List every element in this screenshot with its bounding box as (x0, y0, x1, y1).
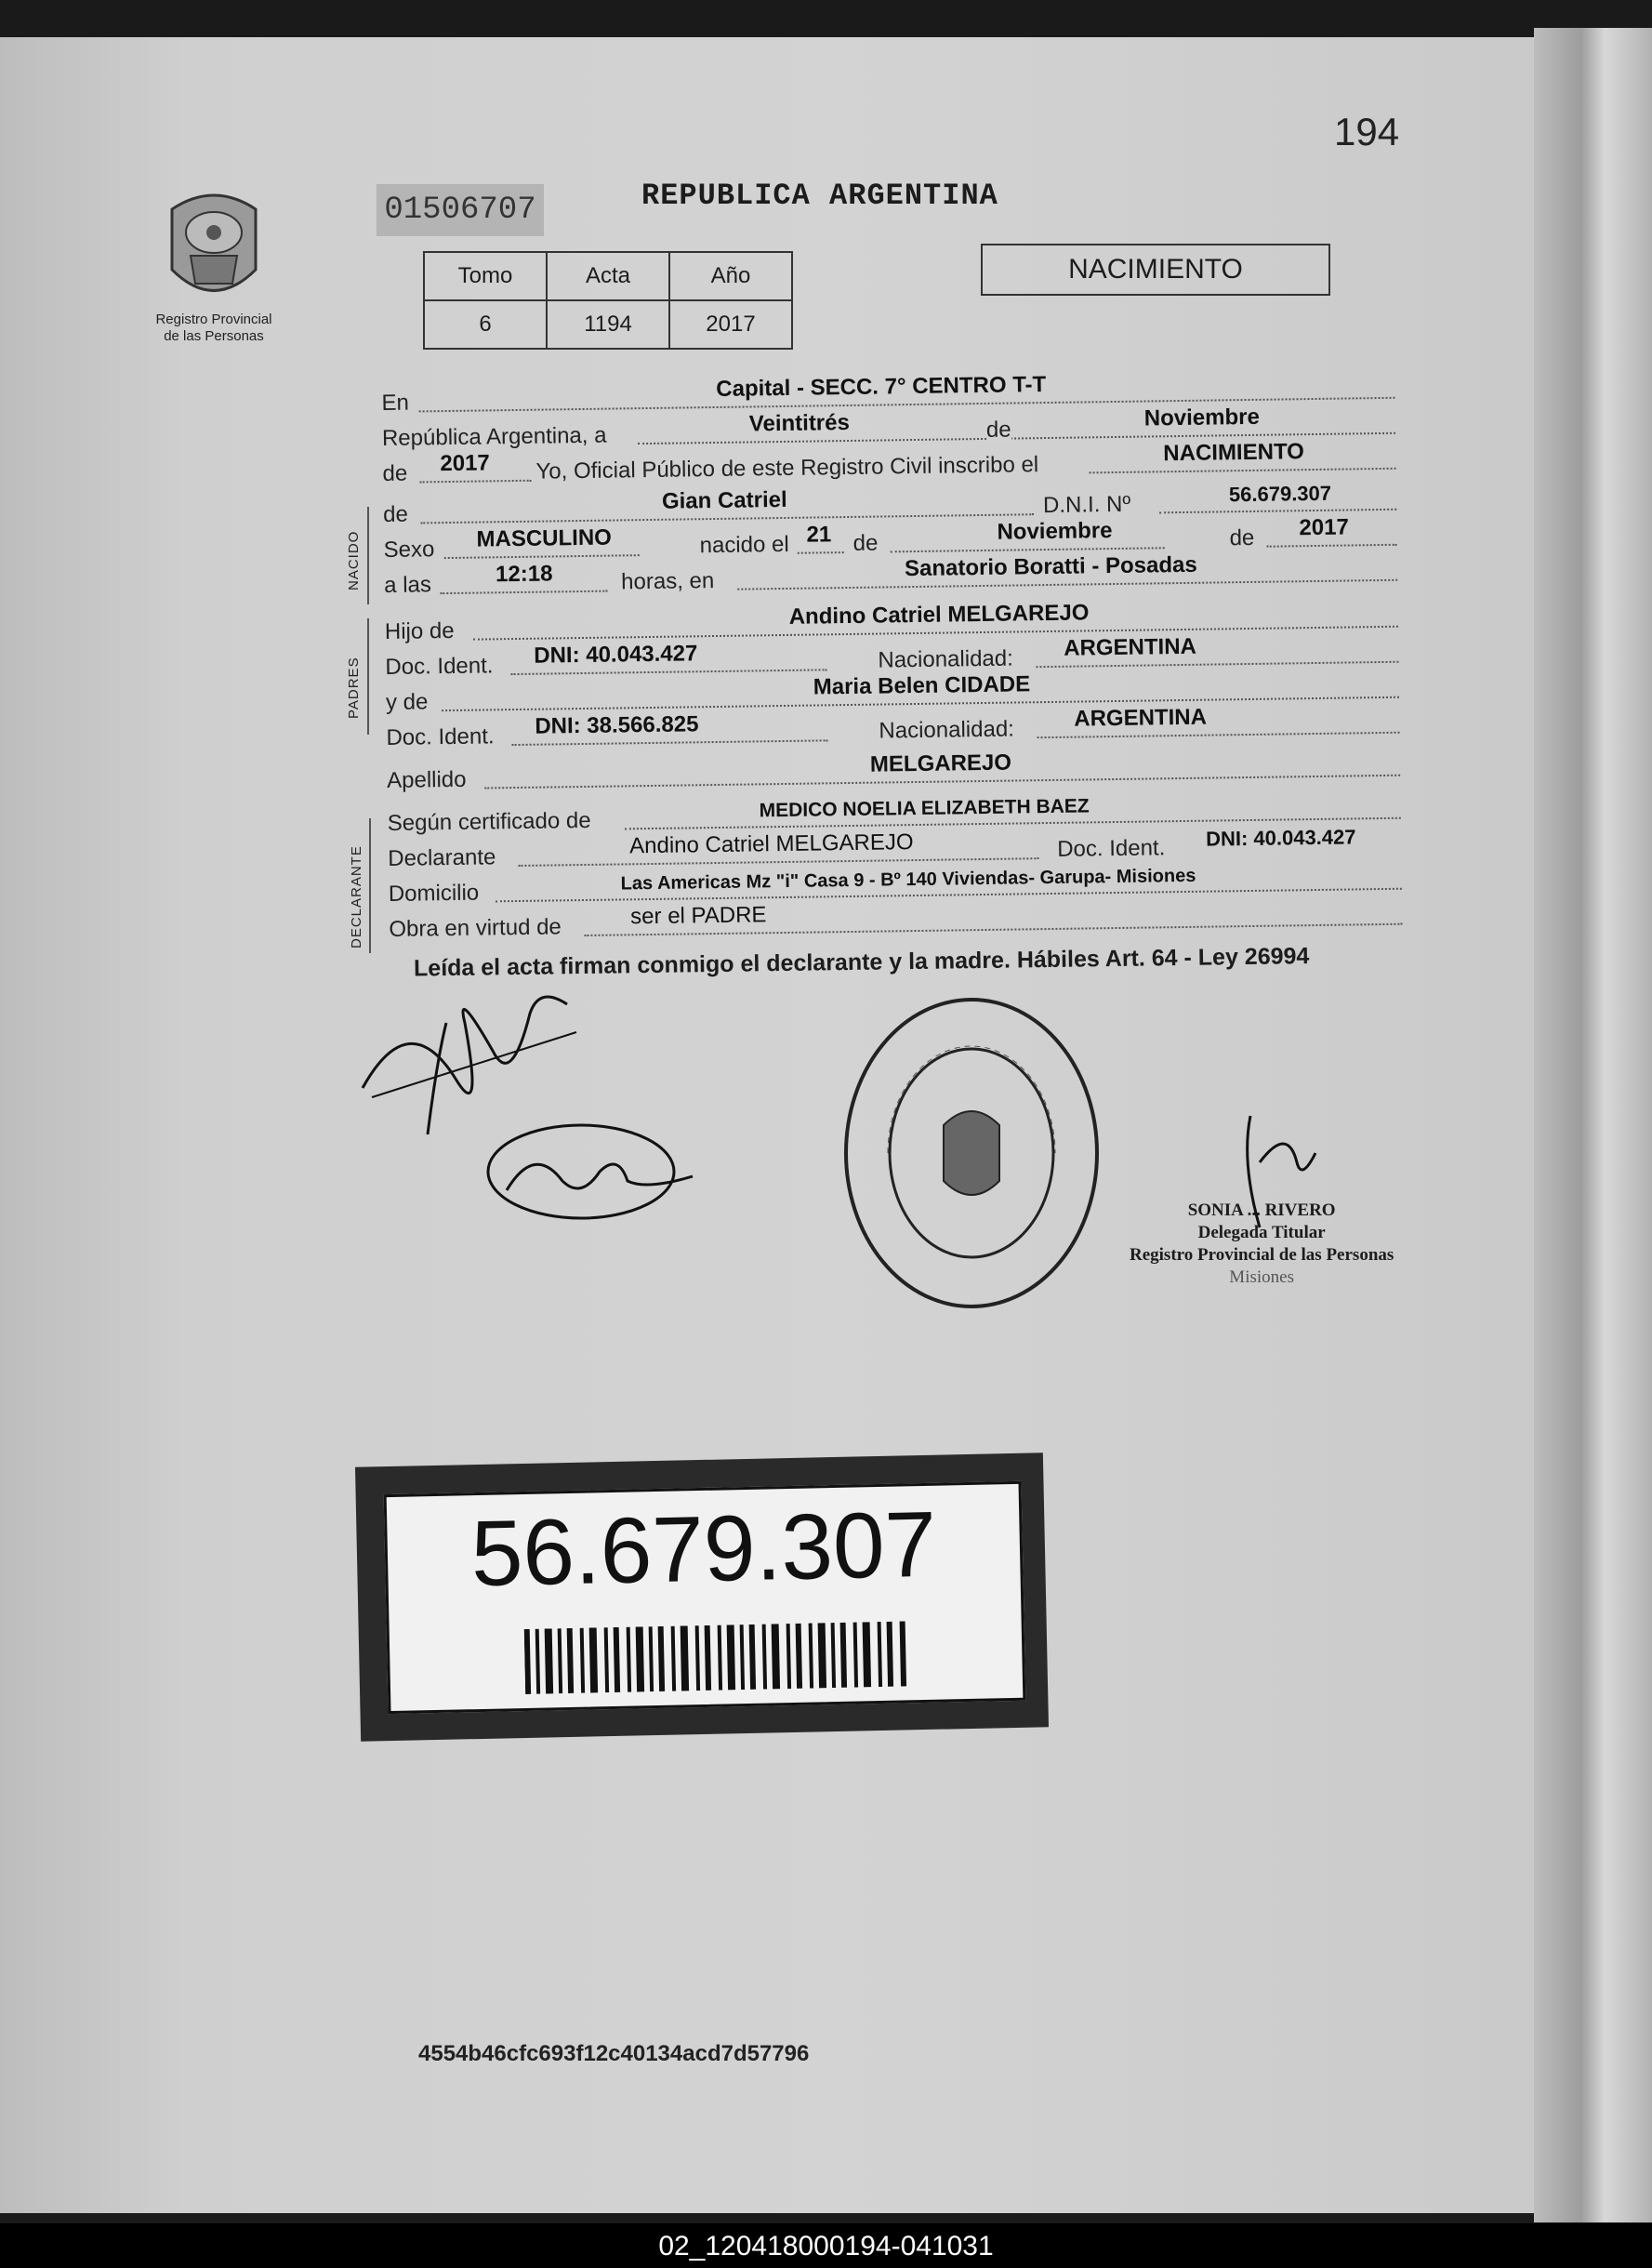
father-doc-label: Doc. Ident. (385, 653, 494, 680)
declarante-label: Declarante (388, 844, 496, 871)
birth-month: Noviembre (997, 518, 1113, 545)
mother-doc: DNI: 38.566.825 (535, 711, 699, 739)
sexo-label: Sexo (383, 537, 435, 563)
value-anio: 2017 (669, 300, 792, 349)
father-name: Andino Catriel MELGAREJO (788, 600, 1090, 630)
section-nacido: NACIDO (346, 530, 362, 590)
declarante-divider (369, 818, 371, 953)
act-type: NACIMIENTO (1163, 439, 1305, 467)
father-doc: DNI: 40.043.427 (534, 641, 698, 669)
barcode-bars (524, 1621, 916, 1694)
nacido-divider (367, 507, 369, 604)
alas-label: a las (384, 572, 432, 598)
section-padres: PADRES (346, 657, 362, 719)
day-words: Veintitrés (748, 409, 851, 437)
apellido-label: Apellido (386, 766, 467, 793)
value-tomo: 6 (424, 300, 547, 349)
official-signature-block (1130, 1200, 1394, 1289)
page-number: 194 (1334, 110, 1400, 153)
child-name: Gian Catriel (661, 486, 787, 514)
registry-logo (139, 181, 288, 358)
mother-nationality-label: Nacionalidad: (879, 716, 1015, 744)
surname: MELGAREJO (869, 749, 1012, 777)
registry-label-2: de las Personas (164, 328, 264, 344)
document-hash: 4554b46cfc693f12c40134acd7d57796 (418, 2041, 810, 2066)
official-stamp (832, 986, 1111, 1320)
serial-number: 01506707 (377, 184, 544, 236)
en-label: En (381, 390, 410, 416)
domicilio-label: Domicilio (388, 880, 480, 907)
record-table (423, 251, 793, 350)
barcode-number: 56.679.307 (469, 1492, 938, 1607)
yde-label: y de (385, 689, 429, 715)
nacido-label: nacido el (699, 531, 789, 559)
document-heading: REPUBLICA ARGENTINA (641, 179, 998, 213)
horas-label: horas, en (620, 568, 715, 595)
stacked-pages-edge (1534, 28, 1652, 2222)
dni-label: D.N.I. Nº (1042, 491, 1131, 519)
barcode-label (355, 1452, 1049, 1741)
registry-seal-icon (832, 986, 1111, 1320)
father-nationality: ARGENTINA (1064, 633, 1197, 661)
footer-code: 02_120418000194-041031 (658, 2231, 994, 2261)
registry-label-1: Registro Provincial (155, 312, 272, 327)
declarant-name: Andino Catriel MELGAREJO (628, 829, 914, 859)
official-name: SONIA ... RIVERO (1187, 1200, 1336, 1220)
coat-of-arms-icon (153, 181, 274, 312)
padres-divider (367, 618, 369, 735)
birth-place: Sanatorio Boratti - Posadas (904, 551, 1197, 582)
mother-nationality: ARGENTINA (1074, 704, 1208, 732)
header-anio: Año (669, 252, 792, 300)
official-office: Registro Provincial de las Personas (1130, 1245, 1394, 1265)
sex-value: MASCULINO (476, 524, 613, 552)
child-dni: 56.679.307 (1228, 481, 1332, 507)
official-place: Misiones (1229, 1267, 1294, 1287)
closing-text: Leída el acta firman conmigo el declarante y la madre. Hábiles Art. 64 - Ley 26994 (413, 943, 1310, 982)
address: Las Americas Mz "i" Casa 9 - Bº 140 Viviendas- Garupa- Misiones (620, 865, 1196, 895)
de-label-2: de (852, 530, 879, 556)
section-declarante: DECLARANTE (349, 845, 364, 948)
certifier: MEDICO NOELIA ELIZABETH BAEZ (759, 795, 1090, 822)
obra-label: Obra en virtud de (389, 914, 562, 942)
de-label-3: de (1229, 524, 1255, 551)
inscribo-text: Yo, Oficial Público de este Registro Civil inscribo el (535, 452, 1039, 484)
barcode-panel (384, 1481, 1026, 1714)
mother-doc-label: Doc. Ident. (386, 723, 495, 750)
birth-year: 2017 (1299, 514, 1350, 541)
certificado-label: Según certificado de (387, 807, 591, 836)
header-acta: Acta (547, 252, 669, 300)
header-tomo: Tomo (424, 252, 547, 300)
republica-label: República Argentina, a (381, 422, 607, 451)
year-prefix: de (382, 460, 408, 486)
month-value: Noviembre (1143, 404, 1261, 431)
de-label: de (985, 417, 1011, 443)
birth-record-form (381, 358, 1411, 945)
birth-day: 21 (806, 522, 832, 548)
child-prefix: de (382, 501, 409, 527)
mother-signature (479, 1107, 702, 1246)
year-value: 2017 (440, 450, 490, 477)
official-title: Delegada Titular (1197, 1223, 1326, 1242)
birth-time: 12:18 (495, 561, 553, 588)
declarant-doc-label: Doc. Ident. (1057, 835, 1166, 862)
declarant-doc: DNI: 40.043.427 (1205, 825, 1356, 851)
official-signature (1213, 1107, 1325, 1237)
record-type-box: NACIMIENTO (981, 244, 1330, 296)
capacity: ser el PADRE (630, 902, 767, 930)
father-nationality-label: Nacionalidad: (878, 645, 1013, 673)
hijo-label: Hijo de (384, 617, 455, 644)
place-value: Capital - SECC. 7° CENTRO T-T (716, 372, 1047, 402)
value-acta: 1194 (547, 300, 669, 349)
mother-name: Maria Belen CIDADE (813, 671, 1031, 700)
